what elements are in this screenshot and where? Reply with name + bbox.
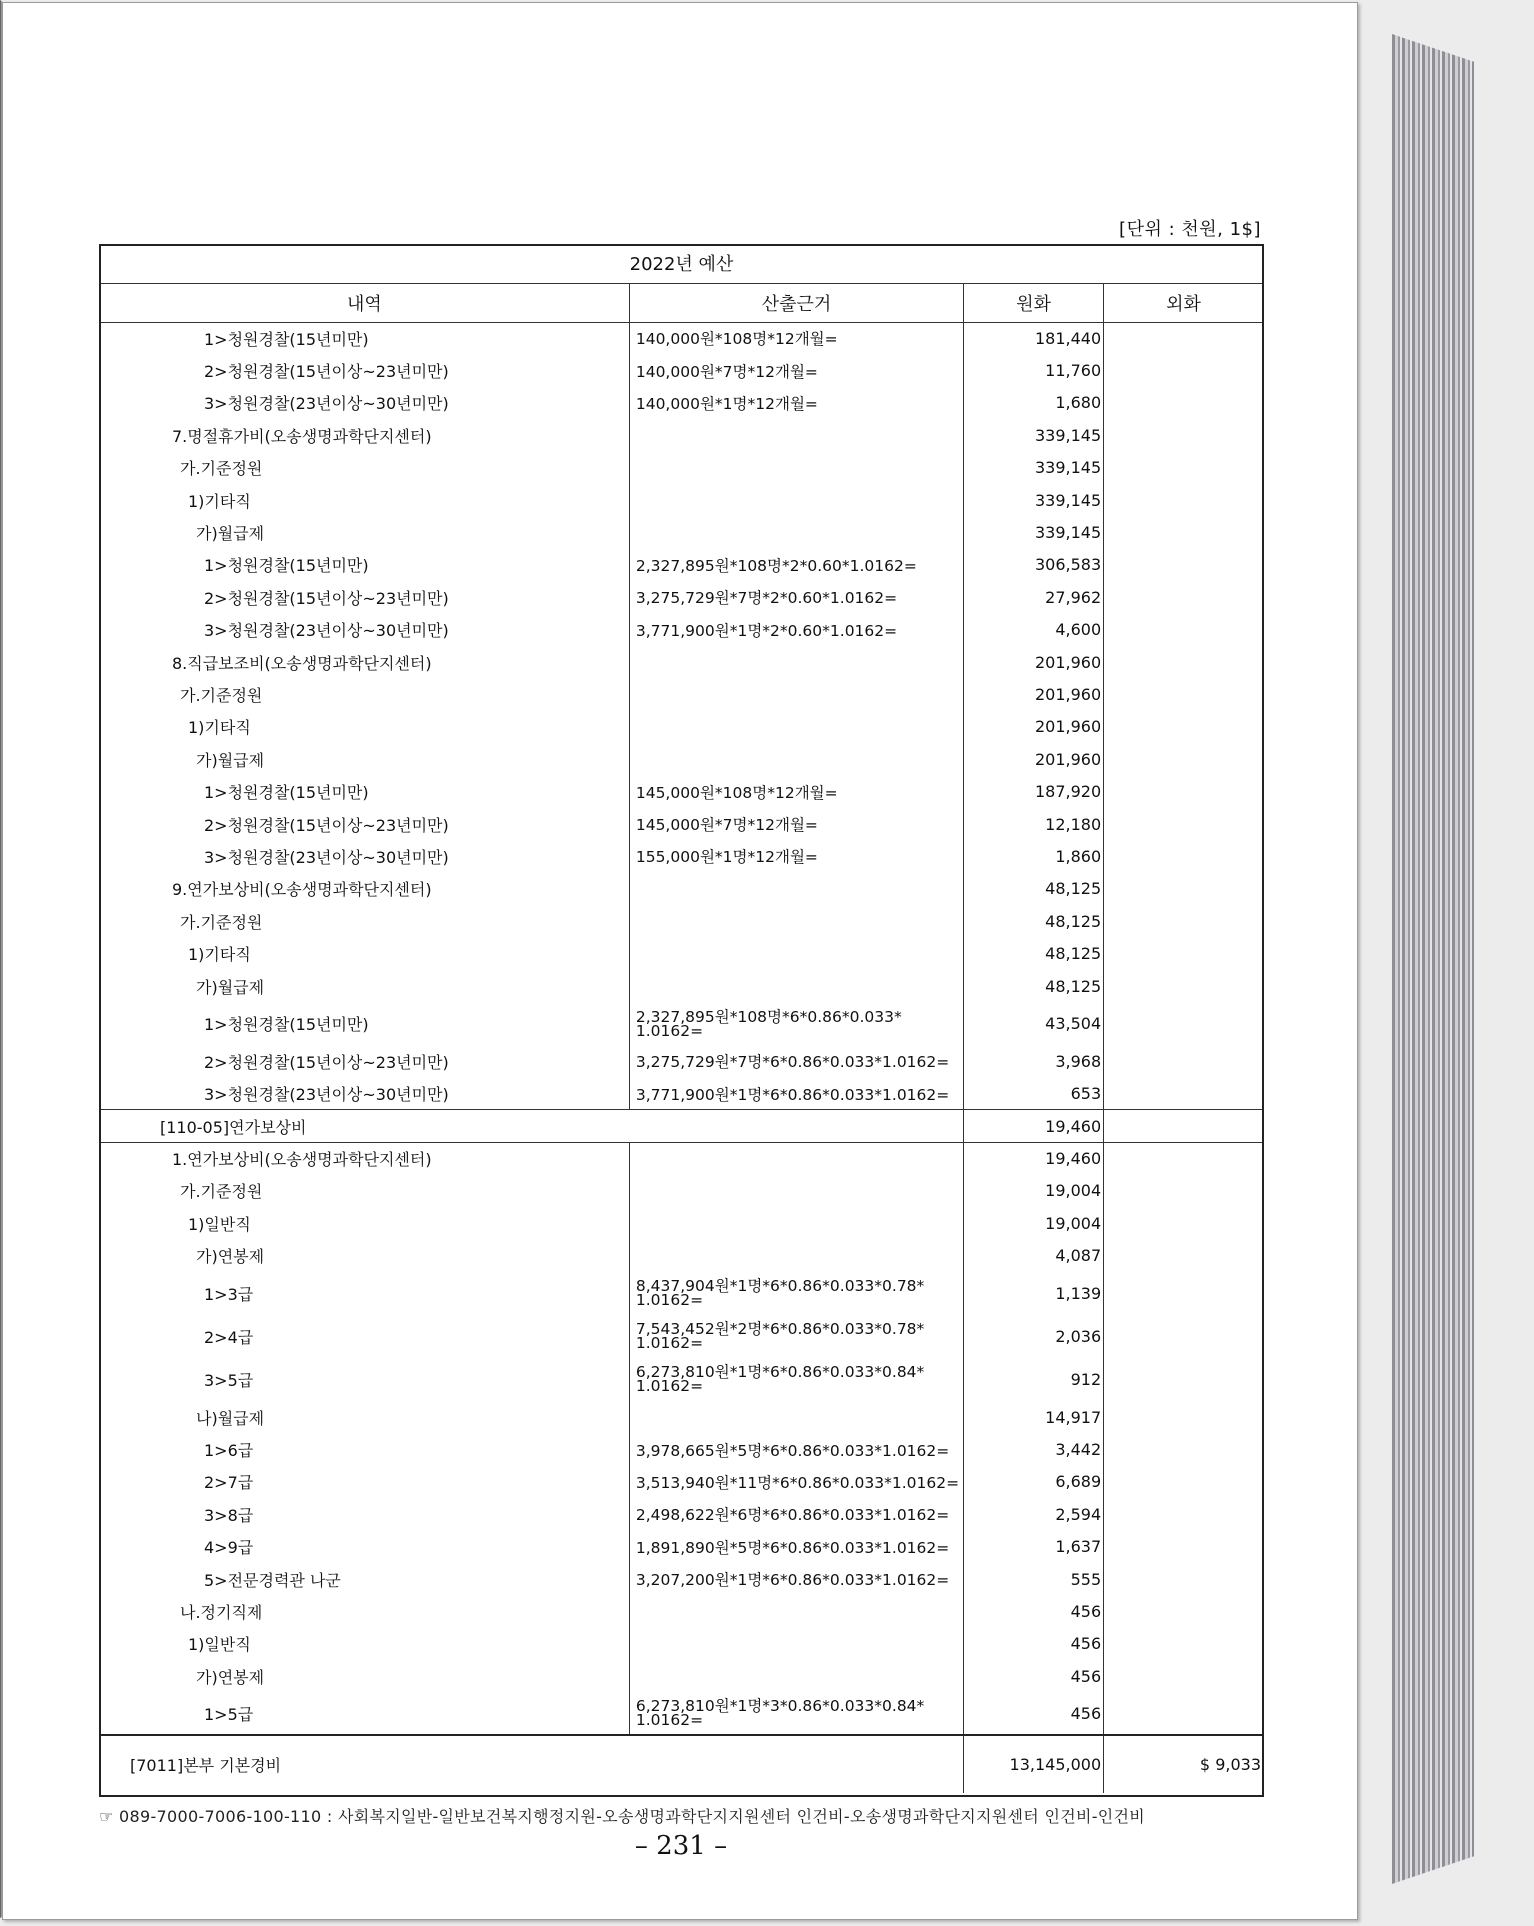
total-item: [7011]본부 기본경비 — [100, 1735, 964, 1793]
row-basis — [629, 516, 963, 548]
row-foreign — [1104, 419, 1264, 451]
account-code-note: ☞ 089-7000-7006-100-110 : 사회복지일반-일반보건복지행정지원-오송생명과학단지지원센터 인건비-오송생명과학단지지원센터 인건비-인건비 — [99, 1807, 1146, 1826]
row-krw: 2,594 — [964, 1498, 1104, 1530]
row-basis — [629, 1207, 963, 1239]
row-basis: 8,437,904원*1명*6*0.86*0.033*0.78* 1.0162= — [629, 1272, 963, 1315]
row-krw: 306,583 — [964, 549, 1104, 581]
table-row — [100, 1045, 1264, 1077]
table-title: 2022년 예산 — [100, 244, 1264, 283]
table-row — [100, 840, 1264, 872]
row-krw: 339,145 — [964, 516, 1104, 548]
row-item: 1>청원경찰(15년미만) — [100, 549, 630, 581]
row-krw: 653 — [964, 1078, 1104, 1110]
row-krw: 19,004 — [964, 1207, 1104, 1239]
row-foreign — [1104, 452, 1264, 484]
row-krw: 3,442 — [964, 1433, 1104, 1465]
table-row — [100, 1142, 1264, 1174]
row-item: 3>8급 — [100, 1498, 630, 1530]
row-krw: 27,962 — [964, 581, 1104, 613]
row-foreign — [1104, 808, 1264, 840]
row-item: 1)일반직 — [100, 1207, 630, 1239]
table-row — [100, 419, 1264, 451]
table-row — [100, 452, 1264, 484]
row-krw: 201,960 — [964, 743, 1104, 775]
table-row — [100, 937, 1264, 969]
row-basis — [629, 1401, 963, 1433]
row-basis — [629, 419, 963, 451]
row-foreign — [1104, 387, 1264, 419]
table-row — [100, 678, 1264, 710]
row-item: 1>3급 — [100, 1272, 630, 1315]
row-item: 2>4급 — [100, 1315, 630, 1358]
row-foreign — [1104, 581, 1264, 613]
row-basis — [629, 905, 963, 937]
row-item: 가)연봉제 — [100, 1660, 630, 1692]
row-foreign — [1104, 840, 1264, 872]
header-basis: 산출근거 — [629, 283, 963, 322]
row-foreign — [1104, 354, 1264, 386]
row-foreign — [1104, 646, 1264, 678]
row-krw: 48,125 — [964, 905, 1104, 937]
table-row — [100, 322, 1264, 354]
row-krw: 2,036 — [964, 1315, 1104, 1358]
page-number: – 231 – — [634, 1831, 728, 1861]
row-basis: 6,273,810원*1명*6*0.86*0.033*0.84* 1.0162= — [629, 1358, 963, 1401]
row-krw: 456 — [964, 1595, 1104, 1627]
row-item: 4>9급 — [100, 1531, 630, 1563]
row-krw: 19,460 — [964, 1142, 1104, 1174]
table-body — [100, 322, 1264, 1735]
row-basis — [629, 970, 963, 1002]
row-item: 가.기준정원 — [100, 452, 630, 484]
table-row — [100, 1002, 1264, 1045]
row-krw: 201,960 — [964, 678, 1104, 710]
row-krw: 19,460 — [964, 1110, 1104, 1142]
row-krw: 12,180 — [964, 808, 1104, 840]
row-item: 1>청원경찰(15년미만) — [100, 322, 630, 354]
row-foreign — [1104, 549, 1264, 581]
table-row — [100, 1358, 1264, 1401]
row-foreign — [1104, 1207, 1264, 1239]
row-foreign — [1104, 905, 1264, 937]
row-basis — [629, 1240, 963, 1272]
row-foreign — [1104, 1315, 1264, 1358]
header-item: 내역 — [100, 283, 630, 322]
row-item: 1>5급 — [100, 1692, 630, 1735]
row-krw: 14,917 — [964, 1401, 1104, 1433]
row-basis — [629, 1175, 963, 1207]
row-basis — [629, 711, 963, 743]
row-basis: 2,498,622원*6명*6*0.86*0.033*1.0162= — [629, 1498, 963, 1530]
row-basis — [629, 452, 963, 484]
table-row — [100, 1466, 1264, 1498]
table-row — [100, 1563, 1264, 1595]
table-row — [100, 970, 1264, 1002]
row-krw: 181,440 — [964, 322, 1104, 354]
row-item: 9.연가보상비(오송생명과학단지센터) — [100, 873, 630, 905]
row-basis — [629, 937, 963, 969]
table-row — [100, 873, 1264, 905]
row-basis: 140,000원*7명*12개월= — [629, 354, 963, 386]
table-row — [100, 1175, 1264, 1207]
row-krw: 912 — [964, 1358, 1104, 1401]
row-foreign — [1104, 1595, 1264, 1627]
total-foreign: $ 9,033 — [1104, 1735, 1264, 1793]
row-basis — [629, 484, 963, 516]
row-foreign — [1104, 1045, 1264, 1077]
row-krw: 4,087 — [964, 1240, 1104, 1272]
row-foreign — [1104, 322, 1264, 354]
row-item: 1)기타직 — [100, 484, 630, 516]
row-krw: 1,860 — [964, 840, 1104, 872]
row-foreign — [1104, 1142, 1264, 1174]
table-row — [100, 1660, 1264, 1692]
row-foreign — [1104, 614, 1264, 646]
row-item: 1)기타직 — [100, 711, 630, 743]
row-basis: 145,000원*108명*12개월= — [629, 775, 963, 807]
row-item: 3>청원경찰(23년이상~30년미만) — [100, 1078, 630, 1110]
row-krw: 1,139 — [964, 1272, 1104, 1315]
row-krw: 48,125 — [964, 970, 1104, 1002]
row-krw: 555 — [964, 1563, 1104, 1595]
row-krw: 456 — [964, 1692, 1104, 1735]
row-basis: 3,207,200원*1명*6*0.86*0.033*1.0162= — [629, 1563, 963, 1595]
document-page — [2, 2, 1358, 1920]
row-krw: 456 — [964, 1660, 1104, 1692]
table-row — [100, 387, 1264, 419]
row-item: 가.기준정원 — [100, 1175, 630, 1207]
row-krw: 1,680 — [964, 387, 1104, 419]
row-krw: 1,637 — [964, 1531, 1104, 1563]
row-basis: 7,543,452원*2명*6*0.86*0.033*0.78* 1.0162= — [629, 1315, 963, 1358]
total-krw: 13,145,000 — [964, 1735, 1104, 1793]
row-krw: 3,968 — [964, 1045, 1104, 1077]
row-foreign — [1104, 970, 1264, 1002]
table-row — [100, 1401, 1264, 1433]
table-row — [100, 1240, 1264, 1272]
row-krw: 201,960 — [964, 646, 1104, 678]
row-item: 1>6급 — [100, 1433, 630, 1465]
unit-label: [단위 : 천원, 1$] — [1119, 219, 1261, 240]
row-krw: 48,125 — [964, 937, 1104, 969]
row-foreign — [1104, 516, 1264, 548]
row-krw: 4,600 — [964, 614, 1104, 646]
row-foreign — [1104, 937, 1264, 969]
row-foreign — [1104, 1272, 1264, 1315]
row-krw: 19,004 — [964, 1175, 1104, 1207]
row-item: 1.연가보상비(오송생명과학단지센터) — [100, 1142, 630, 1174]
row-foreign — [1104, 1466, 1264, 1498]
row-basis: 3,978,665원*5명*6*0.86*0.033*1.0162= — [629, 1433, 963, 1465]
row-foreign — [1104, 1078, 1264, 1110]
row-krw: 11,760 — [964, 354, 1104, 386]
row-krw: 456 — [964, 1628, 1104, 1660]
row-krw: 6,689 — [964, 1466, 1104, 1498]
row-item: 가.기준정원 — [100, 905, 630, 937]
row-foreign — [1104, 873, 1264, 905]
row-basis — [629, 1142, 963, 1174]
table-row — [100, 549, 1264, 581]
table-row — [100, 354, 1264, 386]
table-row — [100, 1628, 1264, 1660]
row-item: 1>청원경찰(15년미만) — [100, 1002, 630, 1045]
row-basis — [629, 743, 963, 775]
table-row — [100, 1078, 1264, 1110]
row-krw: 43,504 — [964, 1002, 1104, 1045]
row-item: 나.정기직제 — [100, 1595, 630, 1627]
row-basis: 3,275,729원*7명*2*0.60*1.0162= — [629, 581, 963, 613]
row-basis: 155,000원*1명*12개월= — [629, 840, 963, 872]
row-basis: 3,513,940원*11명*6*0.86*0.033*1.0162= — [629, 1466, 963, 1498]
row-basis: 2,327,895원*108명*6*0.86*0.033* 1.0162= — [629, 1002, 963, 1045]
row-item: 3>5급 — [100, 1358, 630, 1401]
table-row — [100, 581, 1264, 613]
table-row — [100, 1110, 1264, 1142]
row-foreign — [1104, 1110, 1264, 1142]
row-item: 7.명절휴가비(오송생명과학단지센터) — [100, 419, 630, 451]
row-item: 나)월급제 — [100, 1401, 630, 1433]
row-foreign — [1104, 1628, 1264, 1660]
table-row — [100, 711, 1264, 743]
row-krw: 201,960 — [964, 711, 1104, 743]
row-item: 2>청원경찰(15년이상~23년미만) — [100, 354, 630, 386]
budget-table — [99, 244, 1264, 1793]
table-row — [100, 1433, 1264, 1465]
row-basis — [629, 646, 963, 678]
row-item: 3>청원경찰(23년이상~30년미만) — [100, 614, 630, 646]
row-foreign — [1104, 1401, 1264, 1433]
row-basis: 2,327,895원*108명*2*0.60*1.0162= — [629, 549, 963, 581]
row-foreign — [1104, 1002, 1264, 1045]
table-row — [100, 646, 1264, 678]
row-basis: 145,000원*7명*12개월= — [629, 808, 963, 840]
table-row — [100, 775, 1264, 807]
row-item: 5>전문경력관 나군 — [100, 1563, 630, 1595]
table-row — [100, 1595, 1264, 1627]
row-krw: 339,145 — [964, 419, 1104, 451]
table-row — [100, 808, 1264, 840]
row-item: [110-05]연가보상비 — [100, 1110, 964, 1142]
total-row — [100, 1735, 1264, 1793]
row-krw: 48,125 — [964, 873, 1104, 905]
row-basis: 6,273,810원*1명*3*0.86*0.033*0.84* 1.0162= — [629, 1692, 963, 1735]
row-basis: 3,771,900원*1명*2*0.60*1.0162= — [629, 614, 963, 646]
page-stack-edge — [1392, 34, 1474, 1884]
row-basis: 1,891,890원*5명*6*0.86*0.033*1.0162= — [629, 1531, 963, 1563]
row-item: 1>청원경찰(15년미만) — [100, 775, 630, 807]
row-krw: 339,145 — [964, 452, 1104, 484]
row-basis — [629, 1660, 963, 1692]
row-foreign — [1104, 1433, 1264, 1465]
row-item: 가)연봉제 — [100, 1240, 630, 1272]
table-row — [100, 1531, 1264, 1563]
row-foreign — [1104, 1660, 1264, 1692]
row-item: 가.기준정원 — [100, 678, 630, 710]
row-foreign — [1104, 1240, 1264, 1272]
row-basis — [629, 873, 963, 905]
row-foreign — [1104, 1692, 1264, 1735]
row-item: 2>청원경찰(15년이상~23년미만) — [100, 808, 630, 840]
header-krw: 원화 — [964, 283, 1104, 322]
row-foreign — [1104, 1498, 1264, 1530]
row-item: 가)월급제 — [100, 743, 630, 775]
row-basis: 140,000원*108명*12개월= — [629, 322, 963, 354]
row-foreign — [1104, 484, 1264, 516]
row-basis — [629, 1628, 963, 1660]
row-krw: 187,920 — [964, 775, 1104, 807]
row-foreign — [1104, 743, 1264, 775]
table-row — [100, 1207, 1264, 1239]
row-item: 2>청원경찰(15년이상~23년미만) — [100, 581, 630, 613]
row-foreign — [1104, 678, 1264, 710]
row-basis: 3,275,729원*7명*6*0.86*0.033*1.0162= — [629, 1045, 963, 1077]
row-krw: 339,145 — [964, 484, 1104, 516]
table-row — [100, 614, 1264, 646]
table-row — [100, 905, 1264, 937]
table-row — [100, 1272, 1264, 1315]
table-row — [100, 516, 1264, 548]
table-row — [100, 743, 1264, 775]
header-foreign: 외화 — [1104, 283, 1264, 322]
row-item: 가)월급제 — [100, 516, 630, 548]
table-row — [100, 1498, 1264, 1530]
row-basis: 140,000원*1명*12개월= — [629, 387, 963, 419]
row-item: 8.직급보조비(오송생명과학단지센터) — [100, 646, 630, 678]
table-row — [100, 1692, 1264, 1735]
row-basis — [629, 1595, 963, 1627]
row-foreign — [1104, 775, 1264, 807]
row-item: 2>청원경찰(15년이상~23년미만) — [100, 1045, 630, 1077]
row-foreign — [1104, 1175, 1264, 1207]
row-foreign — [1104, 1563, 1264, 1595]
row-foreign — [1104, 1358, 1264, 1401]
row-item: 1)일반직 — [100, 1628, 630, 1660]
row-item: 가)월급제 — [100, 970, 630, 1002]
row-item: 3>청원경찰(23년이상~30년미만) — [100, 387, 630, 419]
row-foreign — [1104, 711, 1264, 743]
table-row — [100, 484, 1264, 516]
row-basis — [629, 678, 963, 710]
row-item: 1)기타직 — [100, 937, 630, 969]
row-basis: 3,771,900원*1명*6*0.86*0.033*1.0162= — [629, 1078, 963, 1110]
row-foreign — [1104, 1531, 1264, 1563]
row-item: 3>청원경찰(23년이상~30년미만) — [100, 840, 630, 872]
table-row — [100, 1315, 1264, 1358]
row-item: 2>7급 — [100, 1466, 630, 1498]
